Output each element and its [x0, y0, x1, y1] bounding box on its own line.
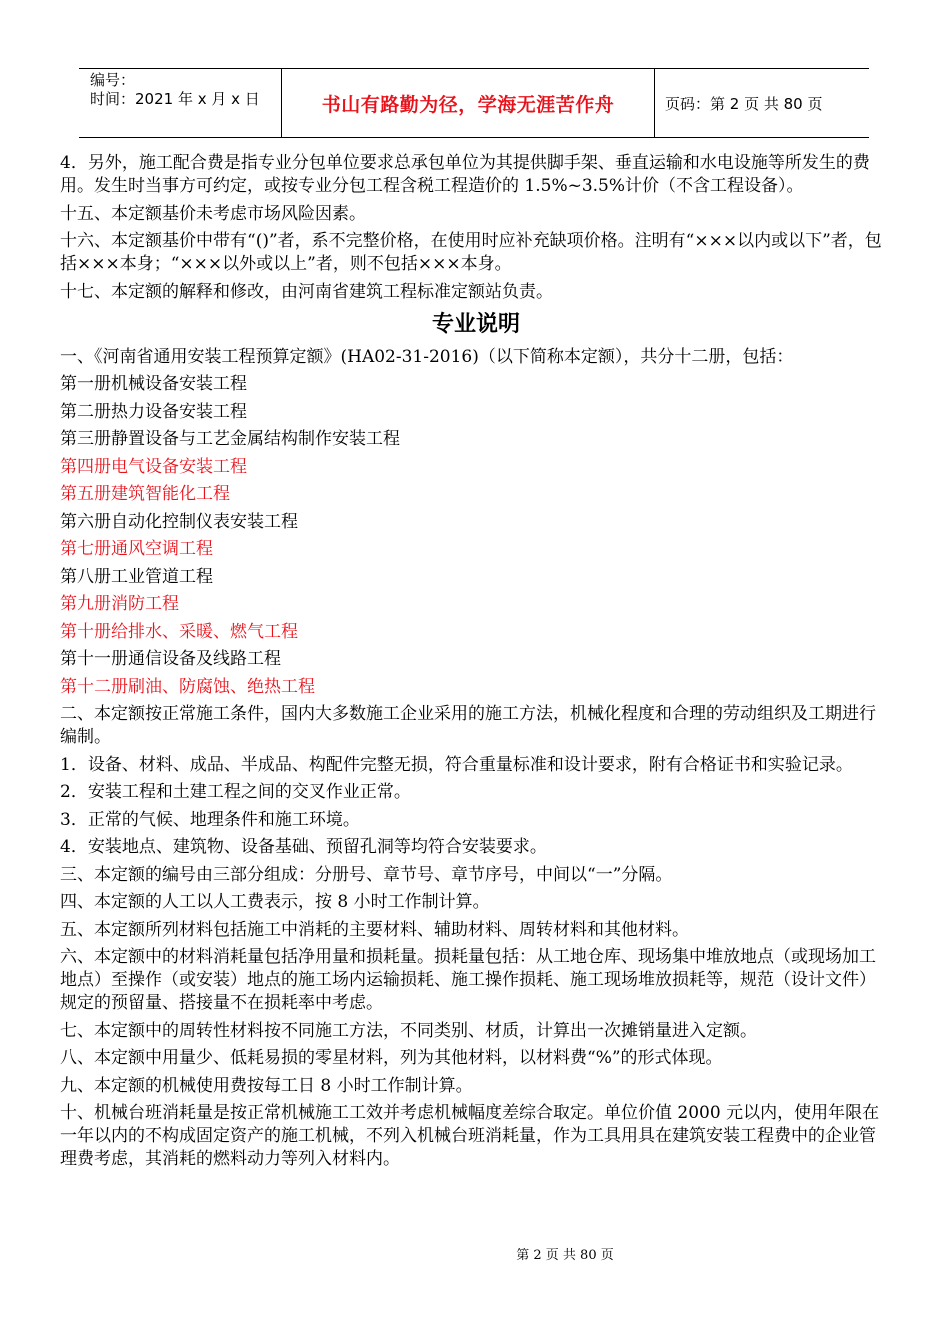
page-header [79, 68, 869, 138]
volume-item: 第八册工业管道工程 [60, 566, 213, 587]
volume-item-highlighted: 第四册电气设备安装工程 [60, 456, 247, 477]
paragraph: 十六、本定额基价中带有“()”者，系不完整价格，在使用时应补充缺项价格。注明有“×××以内或以下”者，包括×××本身；“×××以外或以上”者，则不包括×××本身。 [60, 231, 882, 274]
volume-item: 第一册机械设备安装工程 [60, 374, 247, 394]
paragraph: 4．另外，施工配合费是指专业分包单位要求总承包单位为其提供脚手架、垂直运输和水电设施等所发生的费用。发生时当事方可约定，或按专业分包工程含税工程造价的 1.5%~3.5%计价（不含工程设备）。 [60, 153, 870, 196]
paragraph: 四、本定额的人工以人工费表示，按 8 小时工作制计算。 [60, 892, 490, 912]
paragraph: 1．设备、材料、成品、半成品、构配件完整无损，符合重量标准和设计要求，附有合格证书和实验记录。 [60, 754, 853, 775]
paragraph: 十、机械台班消耗量是按正常机械施工工效并考虑机械幅度差综合取定。单位价值 2000 元以内，使用年限在一年以内的不构成固定资产的施工机械，不列入机械台班消耗量，作为工具用具在建筑安装工程费中的企业管理费考虑，其消耗的燃料动力等列入材料内。 [60, 1103, 880, 1169]
header-page-info: 页码：第 2 页 共 80 页 [665, 94, 823, 113]
volume-item: 第六册自动化控制仪表安装工程 [60, 511, 298, 532]
paragraph: 三、本定额的编号由三部分组成：分册号、章节号、章节序号，中间以“一”分隔。 [60, 864, 673, 885]
paragraph: 八、本定额中用量少、低耗易损的零星材料，列为其他材料，以材料费“%”的形式体现。 [60, 1048, 723, 1068]
paragraph: 4．安装地点、建筑物、设备基础、预留孔洞等均符合安装要求。 [60, 837, 547, 857]
paragraph: 3．正常的气候、地理条件和施工环境。 [60, 809, 360, 830]
header-code-label: 编号： [90, 71, 136, 89]
header-time-label: 时间：2021 年 x 月 x 日 [90, 90, 260, 108]
section-title: 专业说明 [431, 311, 520, 337]
header-motto: 书山有路勤为径，学海无涯苦作舟 [282, 69, 655, 137]
volume-item-highlighted: 第十册给排水、采暖、燃气工程 [60, 621, 298, 642]
paragraph: 五、本定额所列材料包括施工中消耗的主要材料、辅助材料、周转材料和其他材料。 [60, 919, 689, 940]
intro-paragraph: 一、《河南省通用安装工程预算定额》(HA02-31-2016)（以下简称本定额），共分十二册，包括： [60, 346, 794, 367]
paragraph: 十五、本定额基价未考虑市场风险因素。 [60, 203, 366, 224]
paragraph: 六、本定额中的材料消耗量包括净用量和损耗量。损耗量包括：从工地仓库、现场集中堆放地点（或现场加工地点）至操作（或安装）地点的施工场内运输损耗、施工操作损耗、施工现场堆放损耗等，规范（设计文件）规定的预留量、搭接量不在损耗率中考虑。 [60, 947, 876, 1013]
paragraph: 十七、本定额的解释和修改，由河南省建筑工程标准定额站负责。 [60, 281, 553, 302]
volume-item-highlighted: 第十二册刷油、防腐蚀、绝热工程 [60, 676, 315, 697]
volume-item: 第三册静置设备与工艺金属结构制作安装工程 [60, 429, 400, 449]
paragraph: 七、本定额中的周转性材料按不同施工方法，不同类别、材质，计算出一次摊销量进入定额。 [60, 1020, 757, 1041]
header-meta [79, 69, 282, 137]
document-body [60, 152, 892, 1176]
volume-item-highlighted: 第九册消防工程 [60, 594, 179, 614]
footer-page-number: 第 2 页 共 80 页 [516, 1248, 614, 1263]
volume-list [60, 373, 892, 699]
volume-item: 第二册热力设备安装工程 [60, 401, 247, 422]
volume-item-highlighted: 第五册建筑智能化工程 [60, 484, 230, 504]
paragraph: 2．安装工程和土建工程之间的交叉作业正常。 [60, 782, 411, 802]
page-footer [0, 1244, 950, 1263]
paragraph: 二、本定额按正常施工条件，国内大多数施工企业采用的施工方法，机械化程度和合理的劳动组织及工期进行编制。 [60, 704, 876, 747]
volume-item-highlighted: 第七册通风空调工程 [60, 539, 213, 559]
volume-item: 第十一册通信设备及线路工程 [60, 649, 281, 669]
paragraph: 九、本定额的机械使用费按每工日 8 小时工作制计算。 [60, 1075, 473, 1096]
